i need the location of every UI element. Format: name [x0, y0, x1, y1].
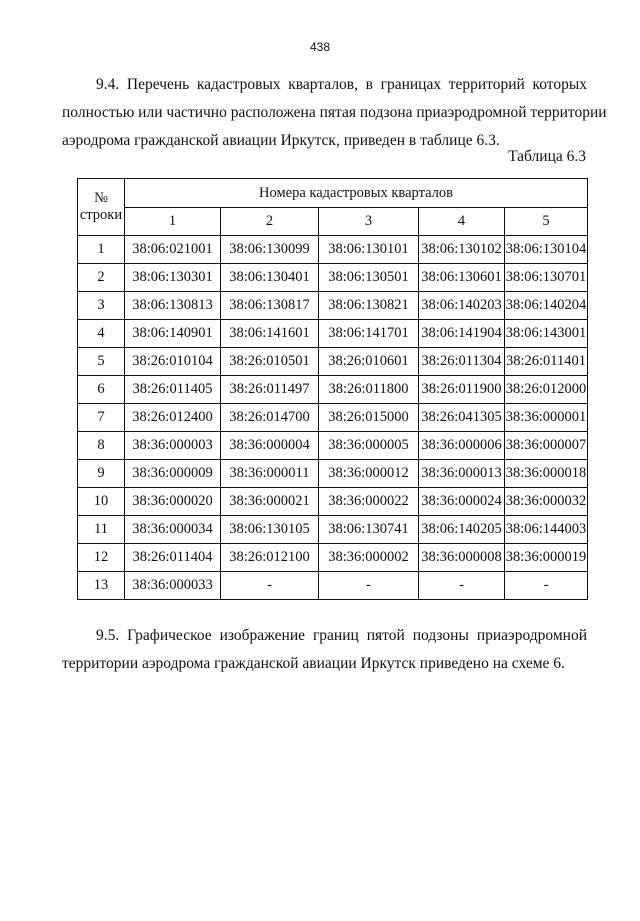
cadastral-number-cell: 38:36:000012: [319, 460, 419, 488]
cadastral-number-cell: 38:36:000013: [419, 460, 505, 488]
row-number: 7: [78, 404, 125, 432]
cadastral-number-cell: 38:06:143001: [505, 320, 588, 348]
cadastral-number-cell: 38:36:000018: [505, 460, 588, 488]
cadastral-number-cell: 38:06:141701: [319, 320, 419, 348]
cadastral-number-cell: -: [319, 572, 419, 600]
cadastral-number-cell: 38:26:010601: [319, 348, 419, 376]
cadastral-number-cell: 38:06:141904: [419, 320, 505, 348]
cadastral-number-cell: 38:36:000006: [419, 432, 505, 460]
cadastral-number-cell: 38:26:010104: [125, 348, 221, 376]
cadastral-number-cell: -: [221, 572, 319, 600]
cadastral-number-cell: 38:26:011401: [505, 348, 588, 376]
cadastral-number-cell: 38:06:140203: [419, 292, 505, 320]
row-number: 8: [78, 432, 125, 460]
cadastral-number-cell: 38:06:130501: [319, 264, 419, 292]
cadastral-number-cell: 38:36:000034: [125, 516, 221, 544]
cadastral-number-cell: 38:06:130104: [505, 236, 588, 264]
paragraph-line: аэродрома гражданской авиации Иркутск, приведен в таблице 6.3.: [62, 132, 500, 149]
cadastral-number-cell: 38:26:011405: [125, 376, 221, 404]
cadastral-number-cell: 38:36:000007: [505, 432, 588, 460]
paragraph-line: 9.5. Графическое изображение границ пятой подзоны приаэродромной: [96, 627, 587, 644]
cadastral-number-cell: 38:06:140204: [505, 292, 588, 320]
header-num-label: строки: [79, 207, 123, 223]
cadastral-number-cell: 38:36:000020: [125, 488, 221, 516]
paragraph-9-4: [62, 71, 607, 155]
cadastral-number-cell: 38:26:014700: [221, 404, 319, 432]
row-number: 10: [78, 488, 125, 516]
cadastral-number-cell: 38:06:140901: [125, 320, 221, 348]
table-row: [78, 264, 588, 292]
column-number: 5: [505, 208, 588, 236]
cadastral-number-cell: 38:26:011404: [125, 544, 221, 572]
paragraph-9-5: [62, 622, 587, 678]
cadastral-number-cell: 38:26:012100: [221, 544, 319, 572]
cadastral-number-cell: 38:06:130099: [221, 236, 319, 264]
cadastral-number-cell: 38:06:130101: [319, 236, 419, 264]
cadastral-number-cell: 38:26:011497: [221, 376, 319, 404]
table-row: [78, 236, 588, 264]
table-row: [78, 544, 588, 572]
cadastral-number-cell: 38:36:000001: [505, 404, 588, 432]
cadastral-number-cell: 38:26:011304: [419, 348, 505, 376]
cadastral-quarters-table: [77, 178, 588, 600]
cadastral-number-cell: 38:06:130601: [419, 264, 505, 292]
row-number: 2: [78, 264, 125, 292]
table-row: [78, 460, 588, 488]
cadastral-number-cell: 38:06:140205: [419, 516, 505, 544]
row-number: 11: [78, 516, 125, 544]
table-row: [78, 516, 588, 544]
column-number: 3: [319, 208, 419, 236]
cadastral-number-cell: 38:36:000002: [319, 544, 419, 572]
cadastral-number-cell: 38:36:000019: [505, 544, 588, 572]
cadastral-number-cell: 38:36:000011: [221, 460, 319, 488]
table-row: [78, 432, 588, 460]
cadastral-number-cell: 38:36:000004: [221, 432, 319, 460]
column-number: 1: [125, 208, 221, 236]
cadastral-number-cell: 38:06:130102: [419, 236, 505, 264]
cadastral-number-cell: 38:26:015000: [319, 404, 419, 432]
cadastral-number-cell: 38:36:000024: [419, 488, 505, 516]
row-number: 5: [78, 348, 125, 376]
row-number: 6: [78, 376, 125, 404]
page-number: 438: [309, 40, 331, 54]
paragraph-line: 9.4. Перечень кадастровых кварталов, в границах территорий которых: [96, 76, 587, 93]
cadastral-number-cell: 38:26:012400: [125, 404, 221, 432]
cadastral-number-cell: 38:36:000005: [319, 432, 419, 460]
cadastral-number-cell: 38:36:000021: [221, 488, 319, 516]
cadastral-number-cell: 38:06:021001: [125, 236, 221, 264]
table-row: [78, 292, 588, 320]
table-row: [78, 572, 588, 600]
cadastral-number-cell: 38:36:000008: [419, 544, 505, 572]
header-row-number: [78, 179, 125, 236]
paragraph-line: полностью или частично расположена пятая подзона приаэродромной территории: [62, 104, 607, 121]
cadastral-number-cell: 38:06:130701: [505, 264, 588, 292]
cadastral-number-cell: 38:06:144003: [505, 516, 588, 544]
cadastral-number-cell: 38:26:011900: [419, 376, 505, 404]
cadastral-number-cell: 38:26:041305: [419, 404, 505, 432]
row-number: 3: [78, 292, 125, 320]
cadastral-number-cell: 38:06:130813: [125, 292, 221, 320]
table-body: [78, 236, 588, 600]
cadastral-number-cell: 38:26:011800: [319, 376, 419, 404]
table-row: [78, 404, 588, 432]
row-number: 9: [78, 460, 125, 488]
cadastral-number-cell: 38:36:000009: [125, 460, 221, 488]
table-caption: Таблица 6.3: [508, 148, 586, 165]
row-number: 13: [78, 572, 125, 600]
table-row: [78, 488, 588, 516]
header-cadastral-numbers: Номера кадастровых кварталов: [125, 179, 588, 208]
cadastral-number-cell: 38:06:141601: [221, 320, 319, 348]
cadastral-number-cell: 38:36:000033: [125, 572, 221, 600]
cadastral-number-cell: 38:06:130741: [319, 516, 419, 544]
row-number: 1: [78, 236, 125, 264]
table-row: [78, 376, 588, 404]
row-number: 4: [78, 320, 125, 348]
cadastral-number-cell: -: [419, 572, 505, 600]
cadastral-number-cell: 38:06:130821: [319, 292, 419, 320]
header-num-symbol: №: [94, 190, 108, 206]
cadastral-number-cell: 38:06:130817: [221, 292, 319, 320]
column-number: 4: [419, 208, 505, 236]
cadastral-number-cell: 38:06:130401: [221, 264, 319, 292]
cadastral-number-cell: -: [505, 572, 588, 600]
cadastral-number-cell: 38:06:130301: [125, 264, 221, 292]
cadastral-number-cell: 38:06:130105: [221, 516, 319, 544]
cadastral-number-cell: 38:26:012000: [505, 376, 588, 404]
column-number: 2: [221, 208, 319, 236]
cadastral-number-cell: 38:36:000032: [505, 488, 588, 516]
cadastral-number-cell: 38:26:010501: [221, 348, 319, 376]
table-row: [78, 320, 588, 348]
cadastral-number-cell: 38:36:000003: [125, 432, 221, 460]
table-row: [78, 348, 588, 376]
cadastral-number-cell: 38:36:000022: [319, 488, 419, 516]
paragraph-line: территории аэродрома гражданской авиации Иркутск приведено на схеме 6.: [62, 655, 565, 672]
row-number: 12: [78, 544, 125, 572]
